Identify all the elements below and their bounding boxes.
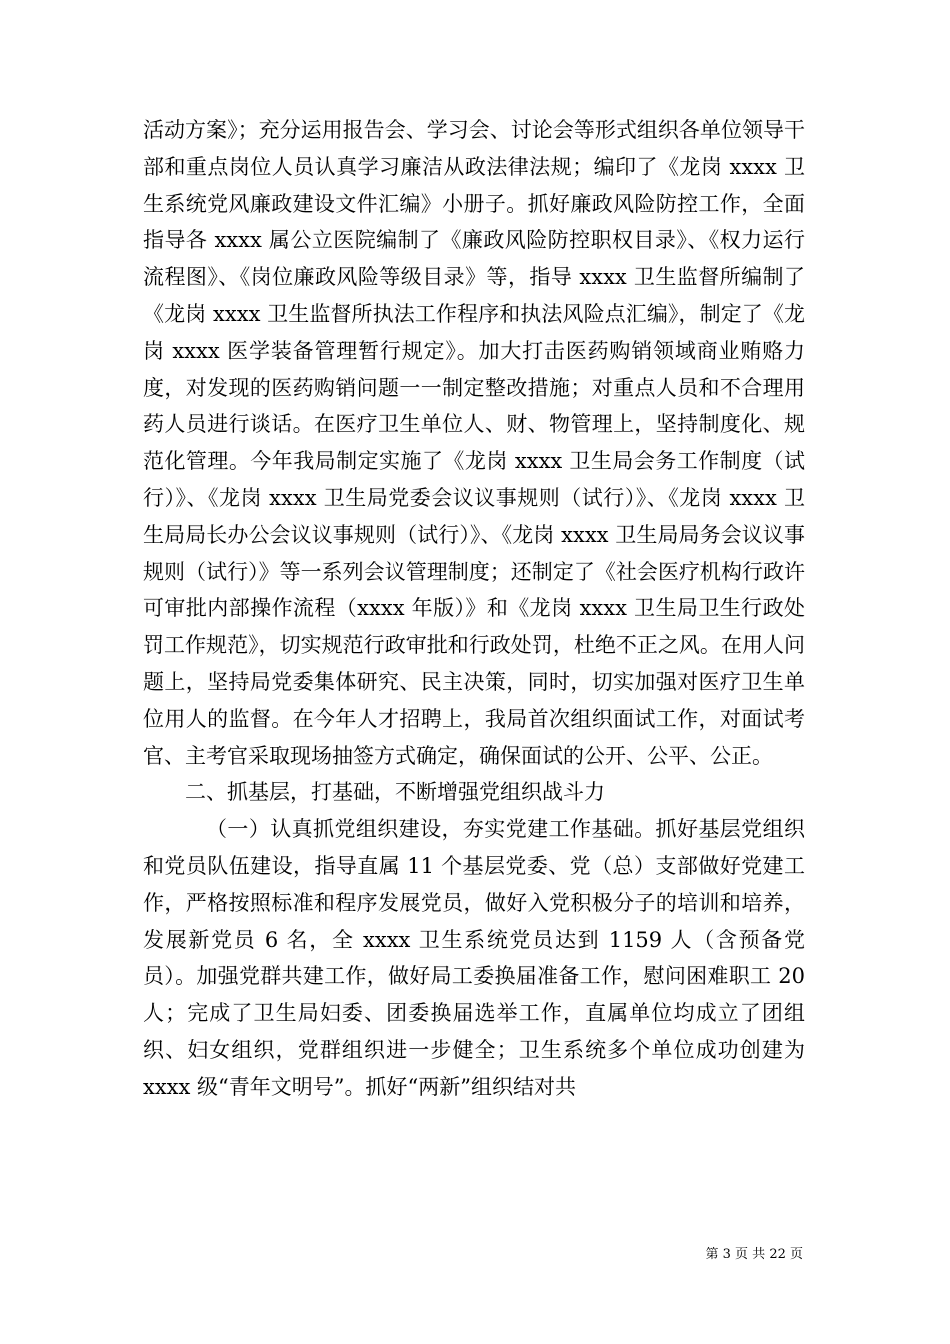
document-body [143, 112, 805, 1106]
section-heading: 二、抓基层，打基础，不断增强党组织战斗力 [185, 780, 605, 805]
paragraph-anti-corruption: 活动方案》；充分运用报告会、学习会、讨论会等形式组织各单位领导干部和重点岗位人员认真学习廉洁从政法律法规；编印了《龙岗 xxxx 卫生系统党风廉政建设文件汇编》小册子。抓好廉政风险防控工作，全面指导各 xxxx 属公立医院编制了《廉政风险防控职权目录》、《权力运行流程图》、《岗位廉政风险等级目录》等，指导 xxxx 卫生监督所编制了《龙岗 xxxx 卫生监督所执法工作程序和执法风险点汇编》，制定了《龙岗 xxxx 医学装备管理暂行规定》。加大打击医药购销领域商业贿赂力度，对发现的医药购销问题一一制定整改措施；对重点人员和不合理用药人员进行谈话。在医疗卫生单位人、财、物管理上，坚持制度化、规范化管理。今年我局制定实施了《龙岗 xxxx 卫生局会务工作制度（试行）》、《龙岗 xxxx 卫生局党委会议议事规则（试行）》、《龙岗 xxxx 卫生局局长办公会议议事规则（试行）》、《龙岗 xxxx 卫生局局务会议议事规则（试行）》等一系列会议管理制度；还制定了《社会医疗机构行政许可审批内部操作流程（xxxx 年版）》和《龙岗 xxxx 卫生局卫生行政处罚工作规范》，切实规范行政审批和行政处罚，杜绝不正之风。在用人问题上，坚持局党委集体研究、民主决策，同时，切实加强对医疗卫生单位用人的监督。在今年人才招聘上，我局首次组织面试工作，对面试考官、主考官采取现场抽签方式确定，确保面试的公开、公平、公正。 [143, 118, 805, 768]
paragraph-party-building: （一）认真抓党组织建设，夯实党建工作基础。抓好基层党组织和党员队伍建设，指导直属 11 个基层党委、党（总）支部做好党建工作，严格按照标准和程序发展党员，做好入党积极分子的培训和培养，发展新党员 6 名，全 xxxx 卫生系统党员达到 1159 人（含预备党员）。加强党群共建工作，做好局工委换届准备工作，慰问困难职工 20 人；完成了卫生局妇委、团委换届选举工作，直属单位均成立了团组织、妇女组织，党群组织进一步健全；卫生系统多个单位成功创建为 xxxx 级“青年文明号”。抓好“两新”组织结对共 [143, 817, 805, 1099]
page-number: 第 3 页 共 22 页 [705, 1247, 803, 1262]
